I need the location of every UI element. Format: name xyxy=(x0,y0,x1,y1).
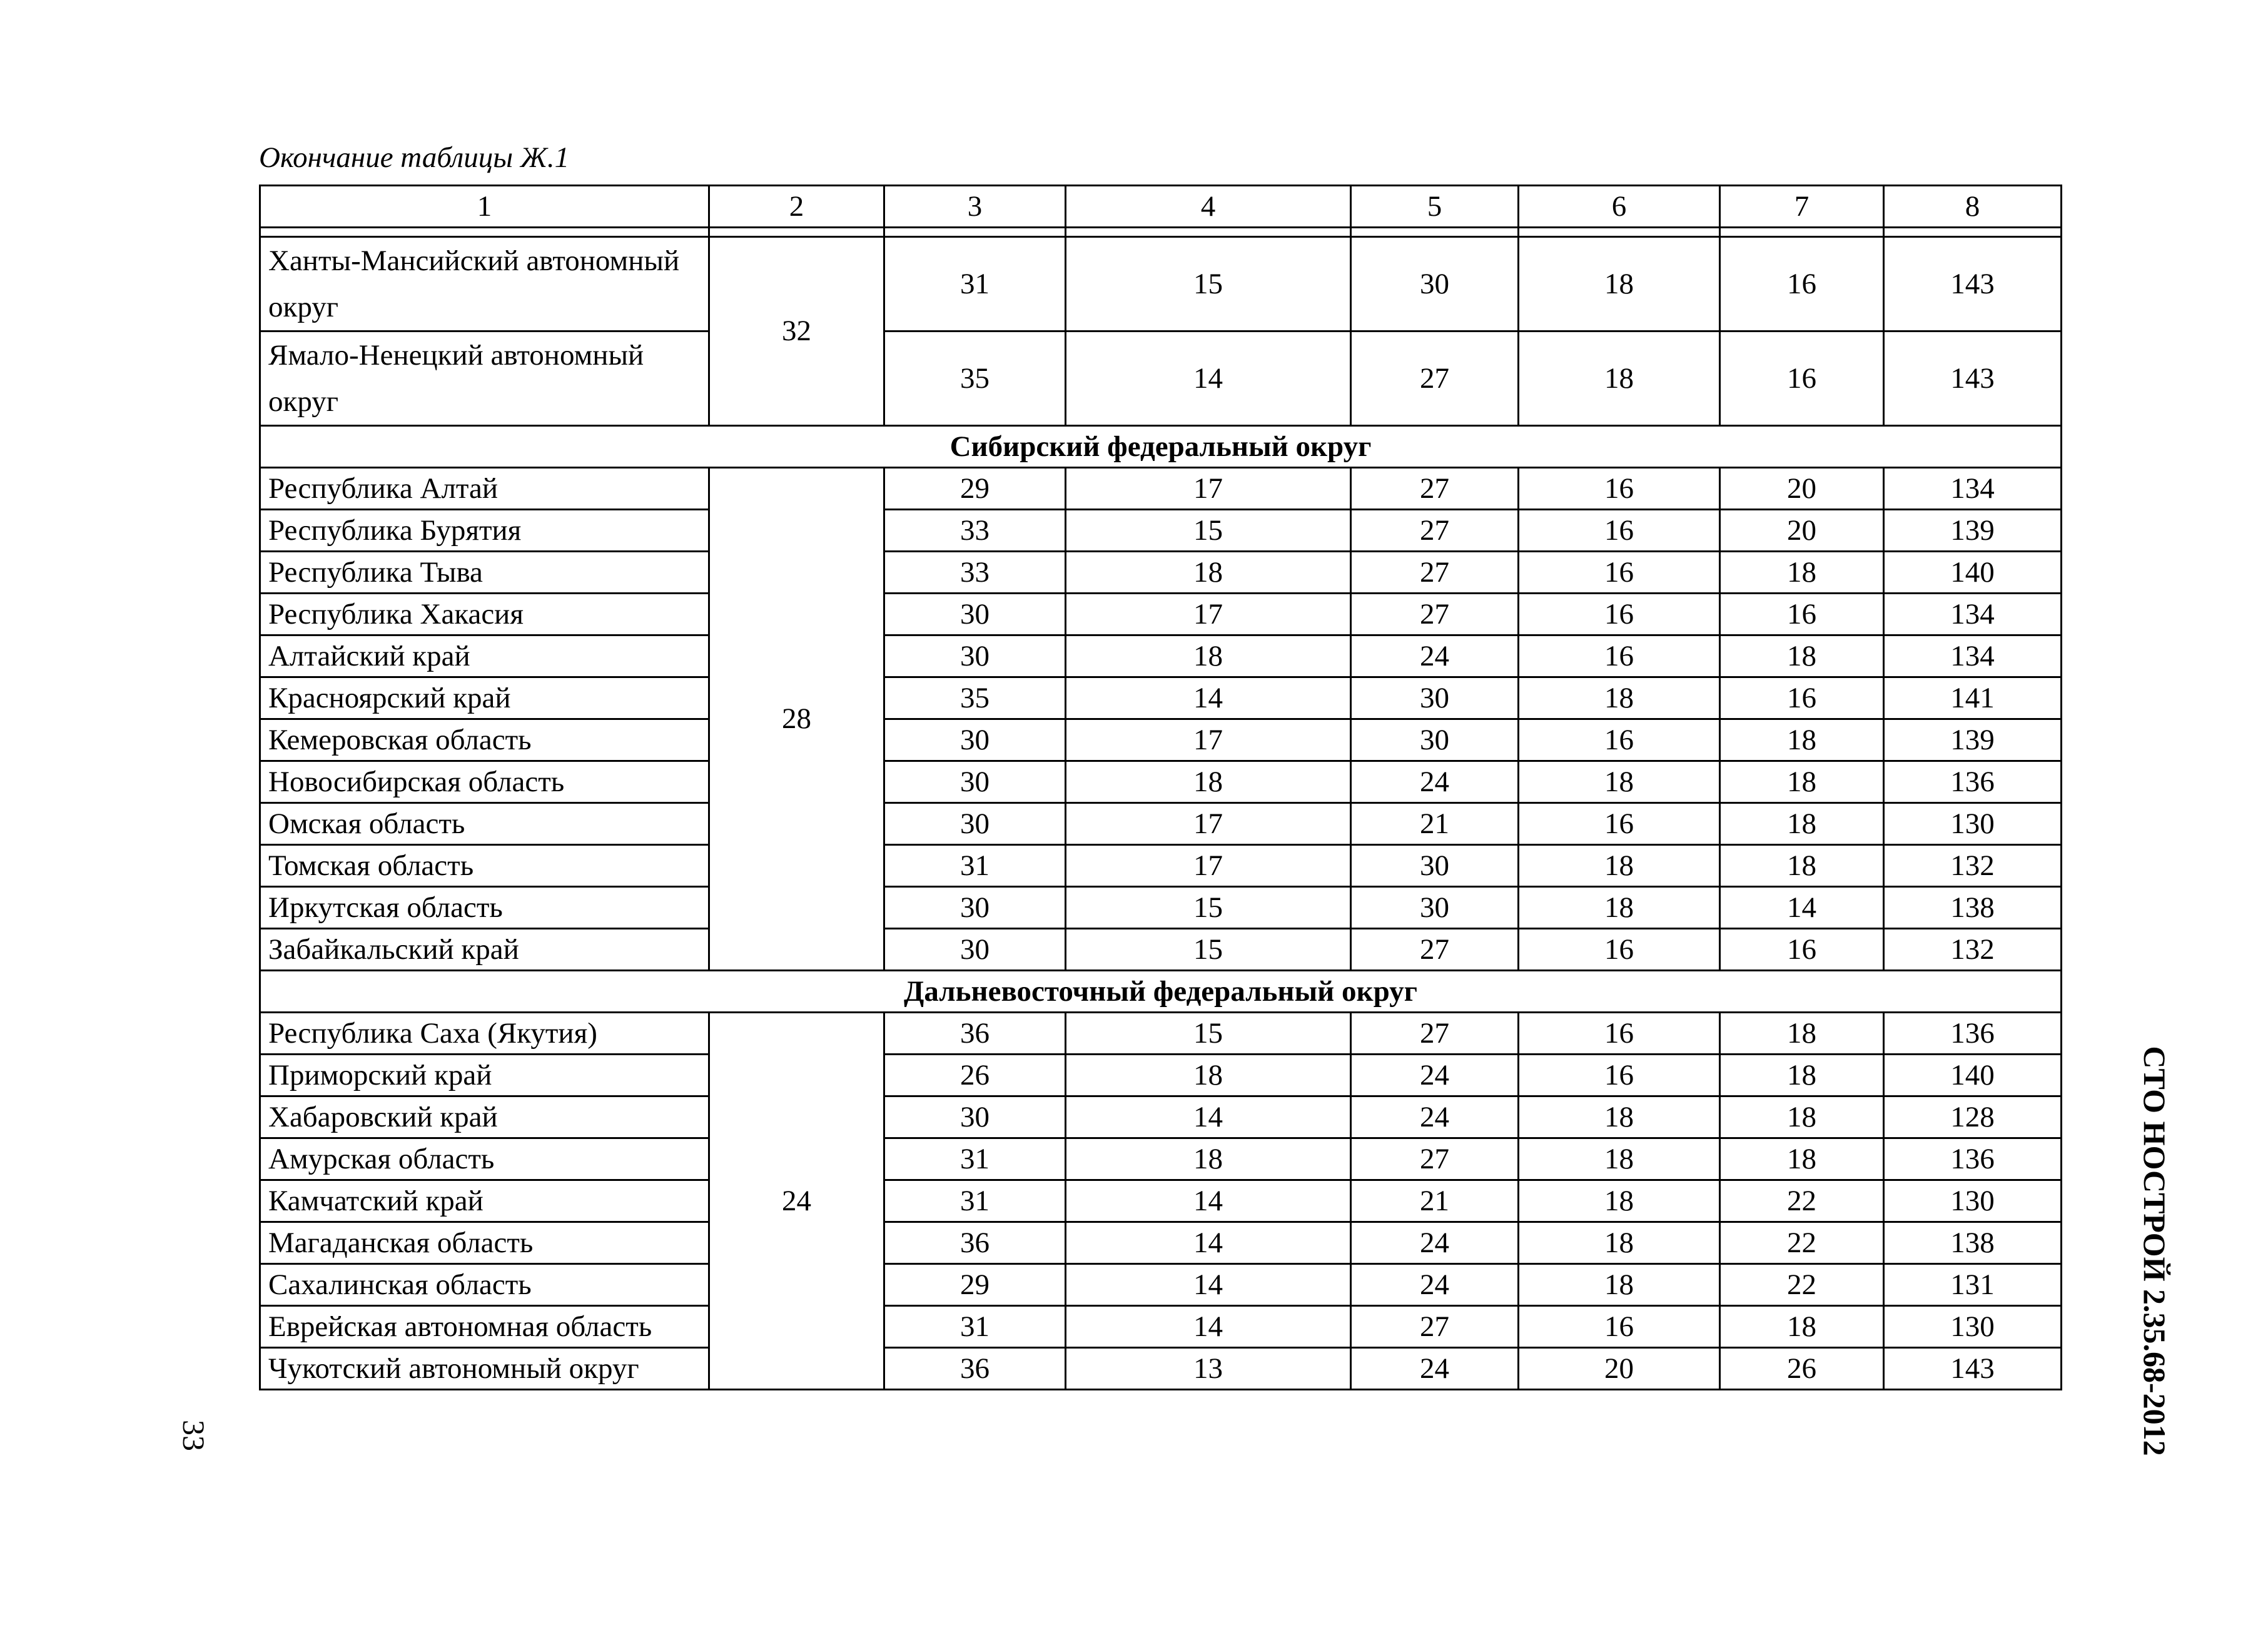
column-header: 3 xyxy=(884,186,1066,228)
table-row xyxy=(260,719,2062,761)
value-cell: 22 xyxy=(1720,1222,1884,1264)
value-cell: 27 xyxy=(1351,468,1519,510)
value-cell: 18 xyxy=(1519,761,1720,803)
table-row xyxy=(260,1013,2062,1055)
group-value-cell: 24 xyxy=(709,1013,884,1390)
table-row xyxy=(260,468,2062,510)
value-cell: 16 xyxy=(1519,803,1720,845)
column-header: 2 xyxy=(709,186,884,228)
value-cell: 27 xyxy=(1351,594,1519,635)
region-name: Сахалинская область xyxy=(260,1264,709,1306)
value-cell: 18 xyxy=(1066,552,1351,594)
value-cell: 14 xyxy=(1066,1306,1351,1348)
value-cell: 18 xyxy=(1720,552,1884,594)
value-cell: 14 xyxy=(1066,1180,1351,1222)
value-cell: 30 xyxy=(884,929,1066,971)
value-cell: 14 xyxy=(1066,1096,1351,1138)
value-cell: 18 xyxy=(1519,237,1720,332)
region-name: Республика Саха (Якутия) xyxy=(260,1013,709,1055)
value-cell: 16 xyxy=(1720,677,1884,719)
region-name: Камчатский край xyxy=(260,1180,709,1222)
table-row xyxy=(260,929,2062,971)
value-cell: 14 xyxy=(1066,677,1351,719)
header-row xyxy=(260,186,2062,228)
value-cell: 143 xyxy=(1884,237,2062,332)
region-name: Магаданская область xyxy=(260,1222,709,1264)
region-name: Омская область xyxy=(260,803,709,845)
value-cell: 136 xyxy=(1884,1013,2062,1055)
value-cell: 24 xyxy=(1351,1222,1519,1264)
table-row xyxy=(260,552,2062,594)
table-row xyxy=(260,1348,2062,1390)
value-cell: 15 xyxy=(1066,887,1351,929)
table-row xyxy=(260,332,2062,426)
value-cell: 15 xyxy=(1066,510,1351,552)
value-cell: 22 xyxy=(1720,1180,1884,1222)
value-cell: 16 xyxy=(1519,1055,1720,1096)
value-cell: 143 xyxy=(1884,332,2062,426)
separator-cell xyxy=(709,228,884,237)
value-cell: 16 xyxy=(1720,929,1884,971)
region-name: Томская область xyxy=(260,845,709,887)
table-row xyxy=(260,635,2062,677)
value-cell: 35 xyxy=(884,332,1066,426)
value-cell: 24 xyxy=(1351,635,1519,677)
table-row xyxy=(260,1264,2062,1306)
value-cell: 27 xyxy=(1351,552,1519,594)
value-cell: 130 xyxy=(1884,803,2062,845)
value-cell: 18 xyxy=(1066,761,1351,803)
value-cell: 16 xyxy=(1519,594,1720,635)
value-cell: 18 xyxy=(1519,332,1720,426)
value-cell: 131 xyxy=(1884,1264,2062,1306)
page-number-text: 33 xyxy=(176,1420,211,1451)
region-name: Красноярский край xyxy=(260,677,709,719)
value-cell: 30 xyxy=(884,803,1066,845)
value-cell: 30 xyxy=(884,594,1066,635)
table-row xyxy=(260,845,2062,887)
separator-cell xyxy=(1066,228,1351,237)
data-table xyxy=(259,185,2062,1390)
value-cell: 17 xyxy=(1066,803,1351,845)
value-cell: 18 xyxy=(1519,1138,1720,1180)
value-cell: 134 xyxy=(1884,635,2062,677)
value-cell: 30 xyxy=(884,887,1066,929)
value-cell: 15 xyxy=(1066,929,1351,971)
value-cell: 134 xyxy=(1884,468,2062,510)
value-cell: 20 xyxy=(1720,468,1884,510)
value-cell: 132 xyxy=(1884,929,2062,971)
value-cell: 33 xyxy=(884,510,1066,552)
value-cell: 18 xyxy=(1720,845,1884,887)
separator-cell xyxy=(1720,228,1884,237)
value-cell: 36 xyxy=(884,1013,1066,1055)
value-cell: 18 xyxy=(1519,1096,1720,1138)
value-cell: 24 xyxy=(1351,761,1519,803)
value-cell: 22 xyxy=(1720,1264,1884,1306)
value-cell: 16 xyxy=(1519,552,1720,594)
region-name: Приморский край xyxy=(260,1055,709,1096)
table-row xyxy=(260,803,2062,845)
region-name: Республика Тыва xyxy=(260,552,709,594)
value-cell: 31 xyxy=(884,1138,1066,1180)
value-cell: 24 xyxy=(1351,1348,1519,1390)
region-name: Республика Алтай xyxy=(260,468,709,510)
document-code-text: СТО НОСТРОЙ 2.35.68-2012 xyxy=(2137,1046,2172,1456)
region-name: Хабаровский край xyxy=(260,1096,709,1138)
value-cell: 14 xyxy=(1066,1264,1351,1306)
table-row xyxy=(260,1306,2062,1348)
region-name: Республика Бурятия xyxy=(260,510,709,552)
value-cell: 27 xyxy=(1351,510,1519,552)
value-cell: 27 xyxy=(1351,929,1519,971)
value-cell: 26 xyxy=(884,1055,1066,1096)
value-cell: 18 xyxy=(1720,1013,1884,1055)
table-row xyxy=(260,761,2062,803)
value-cell: 29 xyxy=(884,1264,1066,1306)
group-value-cell: 28 xyxy=(709,468,884,971)
value-cell: 138 xyxy=(1884,1222,2062,1264)
document-code xyxy=(2124,1038,2186,1464)
table-row xyxy=(260,1222,2062,1264)
value-cell: 18 xyxy=(1720,1096,1884,1138)
value-cell: 15 xyxy=(1066,1013,1351,1055)
value-cell: 33 xyxy=(884,552,1066,594)
value-cell: 17 xyxy=(1066,594,1351,635)
value-cell: 16 xyxy=(1720,332,1884,426)
table-row xyxy=(260,510,2062,552)
value-cell: 18 xyxy=(1720,1055,1884,1096)
section-title: Дальневосточный федеральный округ xyxy=(260,971,2062,1013)
value-cell: 31 xyxy=(884,237,1066,332)
table-row xyxy=(260,1055,2062,1096)
value-cell: 16 xyxy=(1720,237,1884,332)
value-cell: 15 xyxy=(1066,237,1351,332)
value-cell: 143 xyxy=(1884,1348,2062,1390)
value-cell: 16 xyxy=(1519,1013,1720,1055)
column-header: 7 xyxy=(1720,186,1884,228)
column-header: 8 xyxy=(1884,186,2062,228)
region-name: Республика Хакасия xyxy=(260,594,709,635)
value-cell: 31 xyxy=(884,1180,1066,1222)
value-cell: 27 xyxy=(1351,1138,1519,1180)
value-cell: 18 xyxy=(1519,677,1720,719)
separator-cell xyxy=(1884,228,2062,237)
section-title: Сибирский федеральный округ xyxy=(260,426,2062,468)
value-cell: 14 xyxy=(1066,1222,1351,1264)
region-name: Еврейская автономная область xyxy=(260,1306,709,1348)
separator-cell xyxy=(1519,228,1720,237)
value-cell: 128 xyxy=(1884,1096,2062,1138)
table-caption: Окончание таблицы Ж.1 xyxy=(259,141,570,174)
value-cell: 36 xyxy=(884,1222,1066,1264)
value-cell: 27 xyxy=(1351,332,1519,426)
value-cell: 30 xyxy=(884,761,1066,803)
value-cell: 16 xyxy=(1519,929,1720,971)
value-cell: 130 xyxy=(1884,1306,2062,1348)
value-cell: 17 xyxy=(1066,719,1351,761)
value-cell: 26 xyxy=(1720,1348,1884,1390)
value-cell: 134 xyxy=(1884,594,2062,635)
table-row xyxy=(260,594,2062,635)
value-cell: 13 xyxy=(1066,1348,1351,1390)
value-cell: 30 xyxy=(1351,677,1519,719)
value-cell: 18 xyxy=(1519,1180,1720,1222)
value-cell: 18 xyxy=(1720,635,1884,677)
value-cell: 130 xyxy=(1884,1180,2062,1222)
table-row xyxy=(260,1138,2062,1180)
value-cell: 17 xyxy=(1066,845,1351,887)
value-cell: 24 xyxy=(1351,1096,1519,1138)
value-cell: 138 xyxy=(1884,887,2062,929)
section-row xyxy=(260,971,2062,1013)
value-cell: 30 xyxy=(884,1096,1066,1138)
value-cell: 136 xyxy=(1884,1138,2062,1180)
value-cell: 21 xyxy=(1351,803,1519,845)
value-cell: 30 xyxy=(1351,845,1519,887)
value-cell: 136 xyxy=(1884,761,2062,803)
region-name: Кемеровская область xyxy=(260,719,709,761)
value-cell: 18 xyxy=(1720,1306,1884,1348)
value-cell: 18 xyxy=(1720,803,1884,845)
region-name: Чукотский автономный округ xyxy=(260,1348,709,1390)
value-cell: 35 xyxy=(884,677,1066,719)
value-cell: 24 xyxy=(1351,1264,1519,1306)
value-cell: 141 xyxy=(1884,677,2062,719)
column-header: 1 xyxy=(260,186,709,228)
table-row xyxy=(260,1180,2062,1222)
value-cell: 29 xyxy=(884,468,1066,510)
separator-cell xyxy=(260,228,709,237)
region-name: Ханты-Мансийский автономный округ xyxy=(260,237,709,332)
region-name: Иркутская область xyxy=(260,887,709,929)
value-cell: 20 xyxy=(1519,1348,1720,1390)
value-cell: 139 xyxy=(1884,719,2062,761)
value-cell: 18 xyxy=(1519,1222,1720,1264)
value-cell: 16 xyxy=(1519,719,1720,761)
region-name: Забайкальский край xyxy=(260,929,709,971)
value-cell: 24 xyxy=(1351,1055,1519,1096)
table-row xyxy=(260,677,2062,719)
value-cell: 27 xyxy=(1351,1013,1519,1055)
table-row xyxy=(260,1096,2062,1138)
value-cell: 139 xyxy=(1884,510,2062,552)
value-cell: 18 xyxy=(1066,1055,1351,1096)
value-cell: 30 xyxy=(1351,237,1519,332)
value-cell: 16 xyxy=(1519,1306,1720,1348)
value-cell: 18 xyxy=(1720,761,1884,803)
value-cell: 31 xyxy=(884,1306,1066,1348)
value-cell: 30 xyxy=(1351,719,1519,761)
column-header: 6 xyxy=(1519,186,1720,228)
value-cell: 21 xyxy=(1351,1180,1519,1222)
value-cell: 18 xyxy=(1066,635,1351,677)
value-cell: 14 xyxy=(1066,332,1351,426)
value-cell: 31 xyxy=(884,845,1066,887)
value-cell: 16 xyxy=(1519,635,1720,677)
value-cell: 17 xyxy=(1066,468,1351,510)
value-cell: 18 xyxy=(1720,719,1884,761)
value-cell: 16 xyxy=(1519,510,1720,552)
value-cell: 18 xyxy=(1519,887,1720,929)
table-row xyxy=(260,887,2062,929)
value-cell: 30 xyxy=(884,719,1066,761)
section-row xyxy=(260,426,2062,468)
header-separator xyxy=(260,228,2062,237)
region-name: Ямало-Ненецкий автономный округ xyxy=(260,332,709,426)
value-cell: 140 xyxy=(1884,552,2062,594)
separator-cell xyxy=(884,228,1066,237)
column-header: 4 xyxy=(1066,186,1351,228)
value-cell: 18 xyxy=(1720,1138,1884,1180)
table-row xyxy=(260,237,2062,332)
column-header: 5 xyxy=(1351,186,1519,228)
page-number xyxy=(169,1398,219,1473)
region-name: Амурская область xyxy=(260,1138,709,1180)
value-cell: 30 xyxy=(884,635,1066,677)
value-cell: 18 xyxy=(1519,1264,1720,1306)
value-cell: 16 xyxy=(1720,594,1884,635)
value-cell: 16 xyxy=(1519,468,1720,510)
value-cell: 18 xyxy=(1519,845,1720,887)
value-cell: 132 xyxy=(1884,845,2062,887)
region-name: Новосибирская область xyxy=(260,761,709,803)
value-cell: 30 xyxy=(1351,887,1519,929)
value-cell: 27 xyxy=(1351,1306,1519,1348)
separator-cell xyxy=(1351,228,1519,237)
value-cell: 14 xyxy=(1720,887,1884,929)
group-value-cell: 32 xyxy=(709,237,884,426)
value-cell: 36 xyxy=(884,1348,1066,1390)
value-cell: 18 xyxy=(1066,1138,1351,1180)
value-cell: 140 xyxy=(1884,1055,2062,1096)
value-cell: 20 xyxy=(1720,510,1884,552)
region-name: Алтайский край xyxy=(260,635,709,677)
